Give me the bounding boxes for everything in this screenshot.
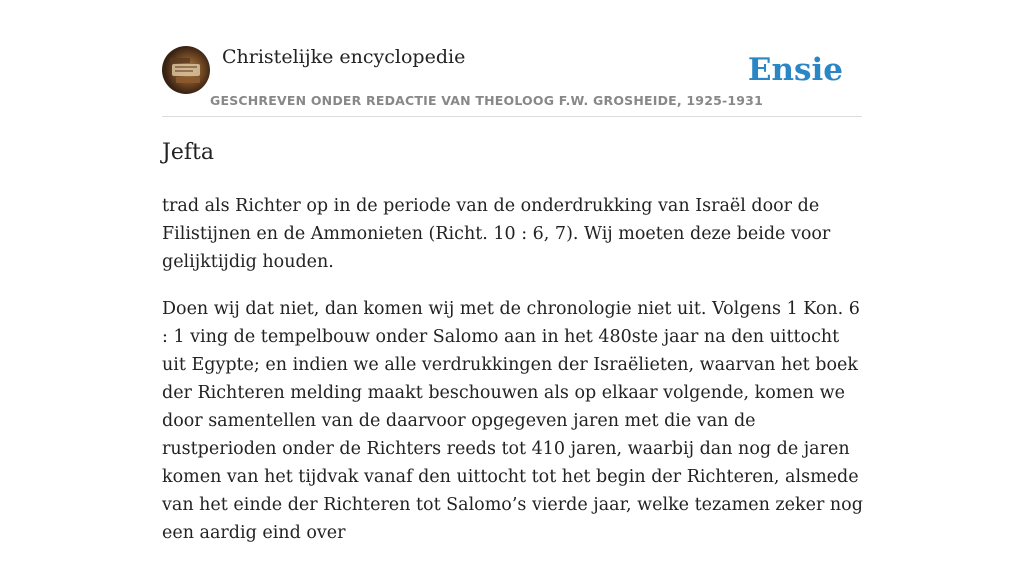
book-photo-icon [162,46,210,94]
avatar[interactable] [162,46,210,94]
article-body [162,192,864,566]
site-header [162,46,862,117]
site-title[interactable]: Christelijke encyclopedie [222,46,466,68]
article-paragraph: trad als Richter op in de periode van de onderdrukking van Israël door de Filistijnen en de Ammonieten (Richt. 10 : 6, 7). Wij moeten deze beide voor gelijktijdig houden. [162,196,831,272]
brand-logo[interactable]: Ensie [747,52,843,88]
site-subtitle: GESCHREVEN ONDER REDACTIE VAN THEOLOOG F.W. GROSHEIDE, 1925-1931 [210,93,763,108]
article-title: Jefta [162,140,214,165]
article-paragraph: Doen wij dat niet, dan komen wij met de chronologie niet uit. Volgens 1 Kon. 6 : 1 ving de tempelbouw onder Salomo aan in het 480ste jaar na den uittocht uit Egypte; en indien we alle verdrukkingen der Israëlieten, waarvan het boek der Richteren melding maakt beschouwen als op elkaar volgende, komen we door samentellen van de daarvoor opgegeven jaren met die van de rustperioden onder de Richters reeds tot 410 jaren, waarbij dan nog de jaren komen van het tijdvak vanaf den uittocht tot het begin der Richteren, alsmede van het einde der Richteren tot Salomo’s vierde jaar, welke tezamen zeker nog een aardig eind over [162,299,863,543]
